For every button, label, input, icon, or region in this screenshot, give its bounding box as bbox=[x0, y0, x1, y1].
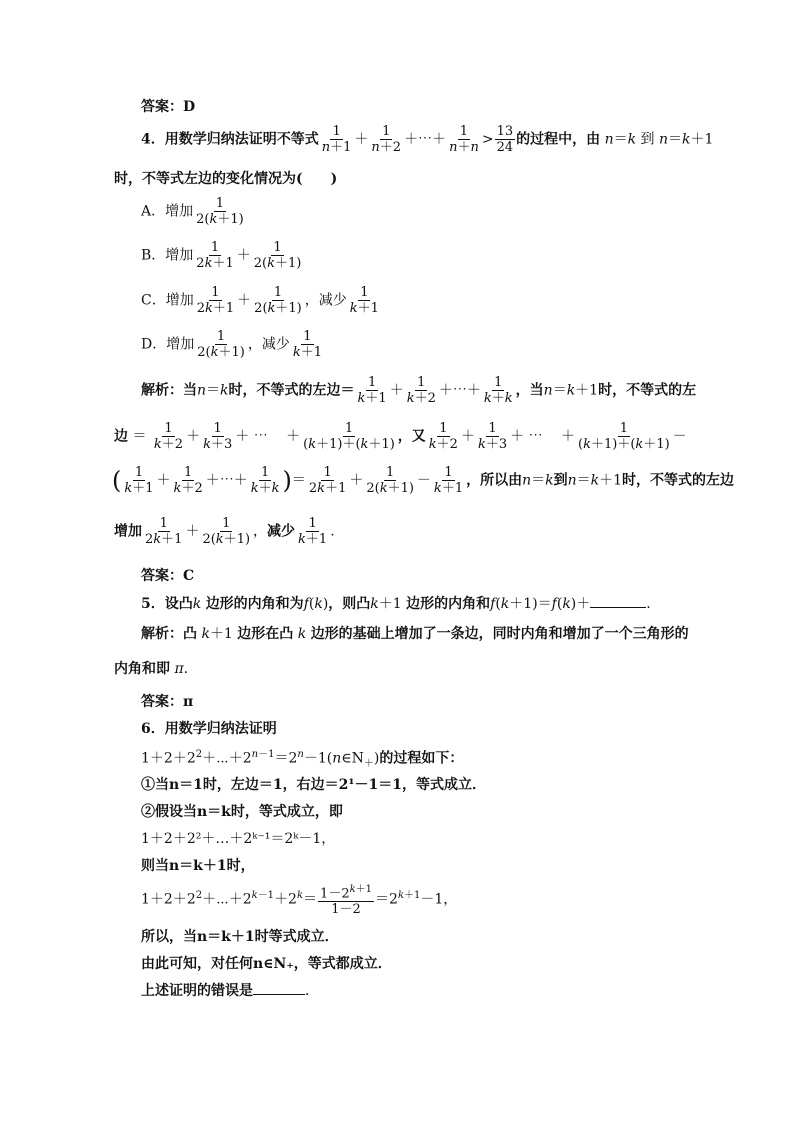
q5-stem: 5．设凸k 边形的内角和为f(k)，则凸k＋1 边形的内角和f(k＋1)＝f(k)＋ . bbox=[141, 596, 651, 612]
q6-step-2: ②假设当n＝k时，等式成立，即 bbox=[141, 804, 343, 820]
q5-analysis: 解析：凸 k＋1 边形在凸 k 边形的基础上增加了一条边，同时内角和增加了一个三角形的 bbox=[141, 626, 689, 642]
q6-title: 6．用数学归纳法证明 bbox=[141, 721, 277, 737]
q6-step-5: $1+2+2^2+\cdots+2^{k-1}+2^k=$ $\frac{1-2^{k+1}}{1-2}$ $=2^{k+1}-1$， bbox=[141, 884, 458, 918]
q4-option-d: D．增加 $\frac{1}{2(k+1)}$ ，减少 $\frac{1}{k+1}$ bbox=[141, 329, 322, 360]
q4-stem-cont: 时，不等式左边的变化情况为( ) bbox=[114, 171, 338, 187]
q5-answer: 答案：π bbox=[141, 694, 194, 710]
q4-analysis-3: ( $\frac{1}{k+1}$ ＋ $\frac{1}{k+2}$ ＋⋯＋ $\frac{1}{k+k}$ )＝ $\frac{1}{2k+1}$ ＋ $\frac{1}{2(k+1)}$ － $\frac{1}{k+1}$ ，所以由n＝k到n＝k＋1时，不等式的左边 bbox=[112, 465, 735, 496]
q6-step-6: 所以，当n＝k＋1时等式成立． bbox=[141, 929, 339, 945]
q6-step-1: ①当n＝1时，左边＝1，右边＝2¹－1＝1，等式成立． bbox=[141, 777, 487, 793]
answer-prev: 答案：D bbox=[141, 99, 196, 115]
q4-option-c: C．增加 $\frac{1}{2k+1}$ ＋ $\frac{1}{2(k+1)}$ ，减少 $\frac{1}{k+1}$ bbox=[141, 285, 379, 316]
q6-statement: $1+2+2^2+\cdots+2^{n-1}=2^n-1(n\in N_+)$的过程如下： bbox=[141, 749, 464, 770]
q4-option-b: B．增加 $\frac{1}{2k+1}$ ＋ $\frac{1}{2(k+1)}$ bbox=[141, 240, 302, 271]
q6-step-8: 上述证明的错误是 ． bbox=[141, 983, 319, 999]
q4-analysis-1: 解析：当n＝k时，不等式的左边＝ $\frac{1}{k+1}$ ＋ $\frac{1}{k+2}$ ＋⋯＋ $\frac{1}{k+k}$ ，当n＝k＋1时，不等式的左 bbox=[141, 375, 697, 406]
q4-stem: 4．用数学归纳法证明不等式 $\frac{1}{n+1}$ ＋ $\frac{1}{n+2}$ ＋⋯＋ $\frac{1}{n+n}$ > $\frac{13}{24}$ 的过程中，由 n＝k 到 n＝k＋1 bbox=[141, 124, 714, 155]
q4-analysis-4: 增加 $\frac{1}{2k+1}$ ＋ $\frac{1}{2(k+1)}$ ，减少 $\frac{1}{k+1}$ . bbox=[114, 516, 335, 547]
q6-step-3: 1＋2＋2²＋…＋2ᵏ⁻¹＝2ᵏ－1， bbox=[141, 831, 336, 847]
q4-option-a: A．增加 $\frac{1}{2(k+1)}$ bbox=[141, 196, 244, 227]
q4-analysis-2: 边 ＝ $\frac{1}{k+2}$ ＋ $\frac{1}{k+3}$ ＋ ⋯ ＋ $\frac{1}{(k+1)+(k+1)}$ ，又 $\frac{1}{k+2}$ ＋ $\frac{1}{k+3}$ ＋ ⋯ ＋ $\frac{1}{(k+1)+(k+1)}$ － bbox=[114, 421, 687, 452]
q4-answer: 答案：C bbox=[141, 568, 195, 584]
q6-step-4: 则当n＝k＋1时， bbox=[141, 858, 255, 874]
q5-analysis-cont: 内角和即 π. bbox=[114, 661, 189, 677]
q6-step-7: 由此可知，对任何n∈N₊，等式都成立． bbox=[141, 956, 392, 972]
